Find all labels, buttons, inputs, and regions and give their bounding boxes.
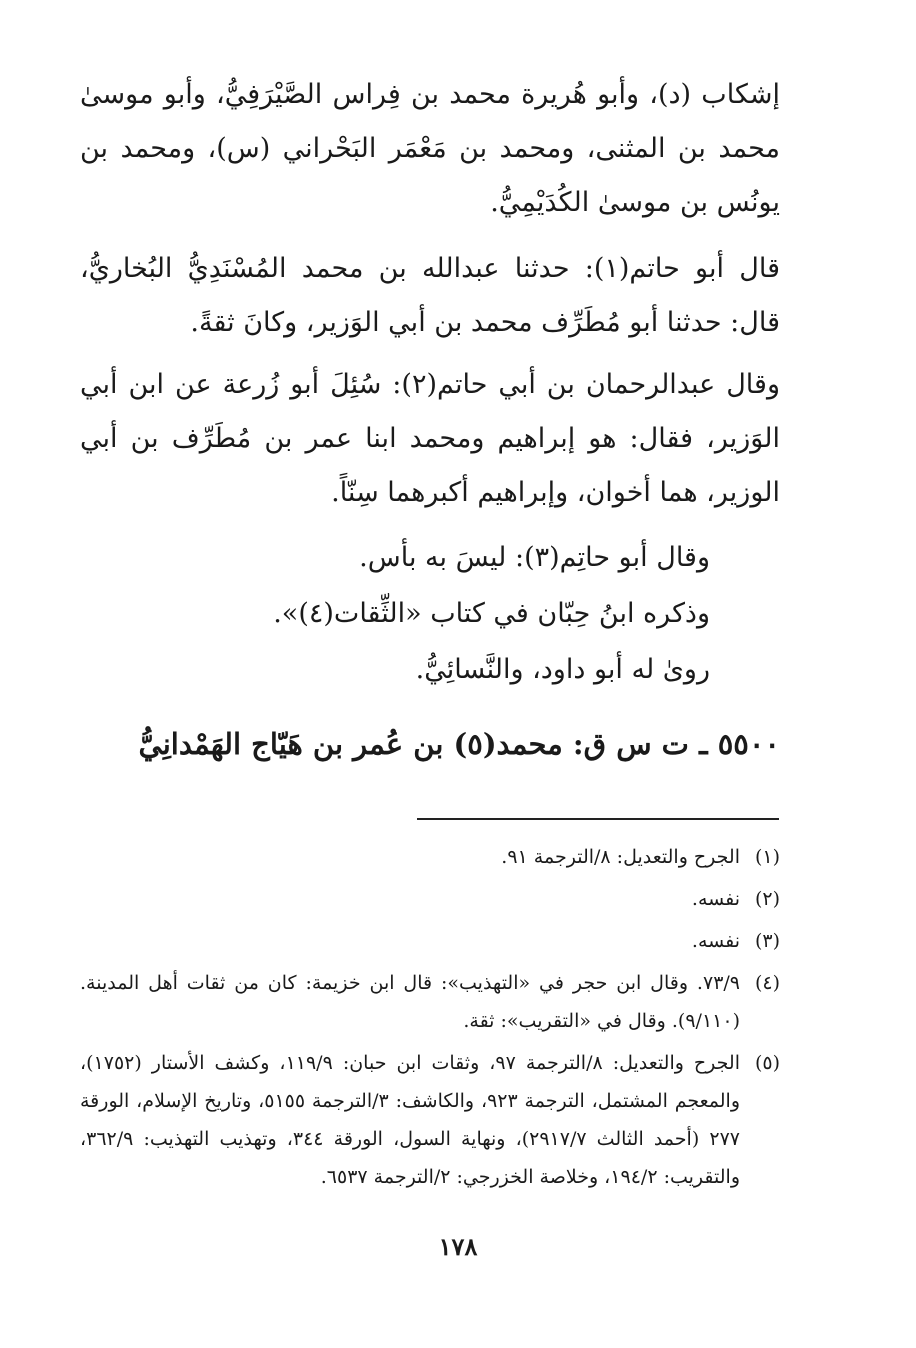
page-number: ١٧٨ — [438, 1232, 478, 1261]
footnote-number: (٢) — [754, 888, 780, 910]
footnote-number: (٥) — [754, 1052, 780, 1074]
footnote-number: (٣) — [754, 930, 780, 952]
footnote — [80, 922, 780, 960]
footnotes — [80, 838, 780, 1200]
line-narrated-by: روىٰ له أبو داود، والنَّسائِيُّ. — [415, 654, 710, 685]
short-lines — [80, 530, 780, 698]
entry-heading: ٥٥٠٠ ـ ت س ق: محمد(٥) بن عُمر بن هَيّاج الهَمْدانِيُّ — [138, 727, 780, 761]
footnote-text: نفسه. — [691, 888, 740, 910]
footnote-number: (١) — [754, 846, 780, 868]
footnote-text: ٧٣/٩. وقال ابن حجر في «التهذيب»: قال ابن خزيمة: كان من ثقات أهل المدينة. (٩/١١٠). وقال في «التقريب»: ثقة. — [80, 972, 741, 1032]
line-ibn-hibban: وذكره ابنُ حِبّان في كتاب «الثِّقات(٤)». — [273, 598, 710, 629]
footnote — [80, 1044, 780, 1196]
footnote-text: الجرح والتعديل: ٨/الترجمة ٩٧، وثقات ابن حبان: ١١٩/٩، وكشف الأستار (١٧٥٢)، والمعجم المشتمل، الترجمة ٩٢٣، والكاشف: ٣/الترجمة ٥١٥٥، وتاريخ الإسلام، الورقة ٢٧٧ (أحمد الثالث ٢٩١٧/٧)، ونهاية السول، الورقة ٣٤٤، وتهذيب التهذيب: ٣٦٢/٩، والتقريب: ١٩٤/٢، وخلاصة الخزرجي: ٢/الترجمة ٦٥٣٧. — [80, 1052, 741, 1188]
line-abu-hatim: وقال أبو حاتِم(٣): ليسَ به بأس. — [359, 542, 710, 573]
footnote-number: (٤) — [754, 972, 780, 994]
footnote-divider — [417, 818, 779, 820]
paragraph-ibn-abi-hatim: وقال عبدالرحمان بن أبي حاتم(٢): سُئِلَ أبو زُرعة عن ابن أبي الوَزير، فقال: هو إبراهيم ومحمد ابنا عمر بن مُطَرِّف بن أبي الوزير، هما أخوان، وإبراهيم أكبرهما سِنّاً. — [80, 369, 780, 508]
footnote-text: الجرح والتعديل: ٨/الترجمة ٩١. — [501, 846, 740, 868]
paragraph-abu-hatim: قال أبو حاتم(١): حدثنا عبدالله بن محمد المُسْنَدِيُّ البُخاريُّ، قال: حدثنا أبو مُطَرِّف محمد بن أبي الوَزير، وكانَ ثقةً. — [80, 253, 780, 338]
footnote-text: نفسه. — [691, 930, 740, 952]
footnote — [80, 964, 780, 1040]
footnote — [80, 880, 780, 918]
paragraph-narrators: إشكاب (د)، وأبو هُريرة محمد بن فِراس الصَّيْرَفِيُّ، وأبو موسىٰ محمد بن المثنى، ومحمد بن مَعْمَر البَحْراني (س)، ومحمد بن يونُس بن موسىٰ الكُدَيْمِيُّ. — [80, 79, 780, 218]
footnote — [80, 838, 780, 876]
